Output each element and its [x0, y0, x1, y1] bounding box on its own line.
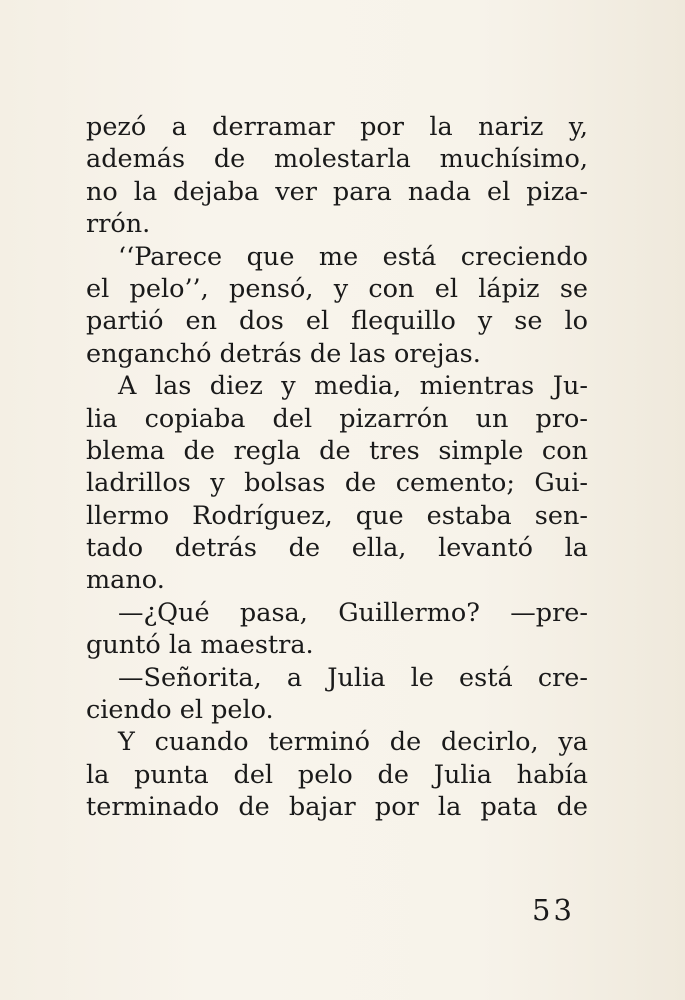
text-line: guntó la maestra. — [86, 630, 314, 661]
text-line: enganchó detrás de las orejas. — [86, 338, 481, 369]
body-text — [86, 111, 588, 824]
text-line: lia copiaba del pizarrón un pro- — [86, 403, 588, 434]
text-line: —¿Qué pasa, Guillermo? —pre- — [118, 597, 588, 628]
text-line: ciendo el pelo. — [86, 695, 274, 726]
text-line: ladrillos y bolsas de cemento; Gui- — [86, 468, 588, 499]
text-line: A las diez y media, mientras Ju- — [118, 371, 588, 402]
page-number: 53 — [532, 893, 575, 927]
text-line: partió en dos el flequillo y se lo — [86, 306, 588, 337]
text-line: —Señorita, a Julia le está cre- — [118, 662, 588, 693]
text-line: pezó a derramar por la nariz y, — [86, 112, 588, 142]
text-line: rrón. — [86, 209, 151, 240]
text-line: no la dejaba ver para nada el piza- — [86, 176, 588, 207]
text-line: la punta del pelo de Julia había — [86, 759, 588, 790]
text-line: tado detrás de ella, levantó la — [86, 533, 588, 564]
text-line: terminado de bajar por la pata de — [86, 792, 588, 823]
text-line: el pelo’’, pensó, y con el lápiz se — [86, 273, 588, 304]
text-line: blema de regla de tres simple con — [86, 435, 588, 466]
text-line: mano. — [86, 565, 165, 596]
text-line: ‘‘Parece que me está creciendo — [118, 241, 588, 272]
text-line: llermo Rodríguez, que estaba sen- — [86, 500, 588, 531]
text-line: Y cuando terminó de decirlo, ya — [118, 727, 588, 758]
text-line: además de molestarla muchísimo, — [86, 144, 588, 175]
